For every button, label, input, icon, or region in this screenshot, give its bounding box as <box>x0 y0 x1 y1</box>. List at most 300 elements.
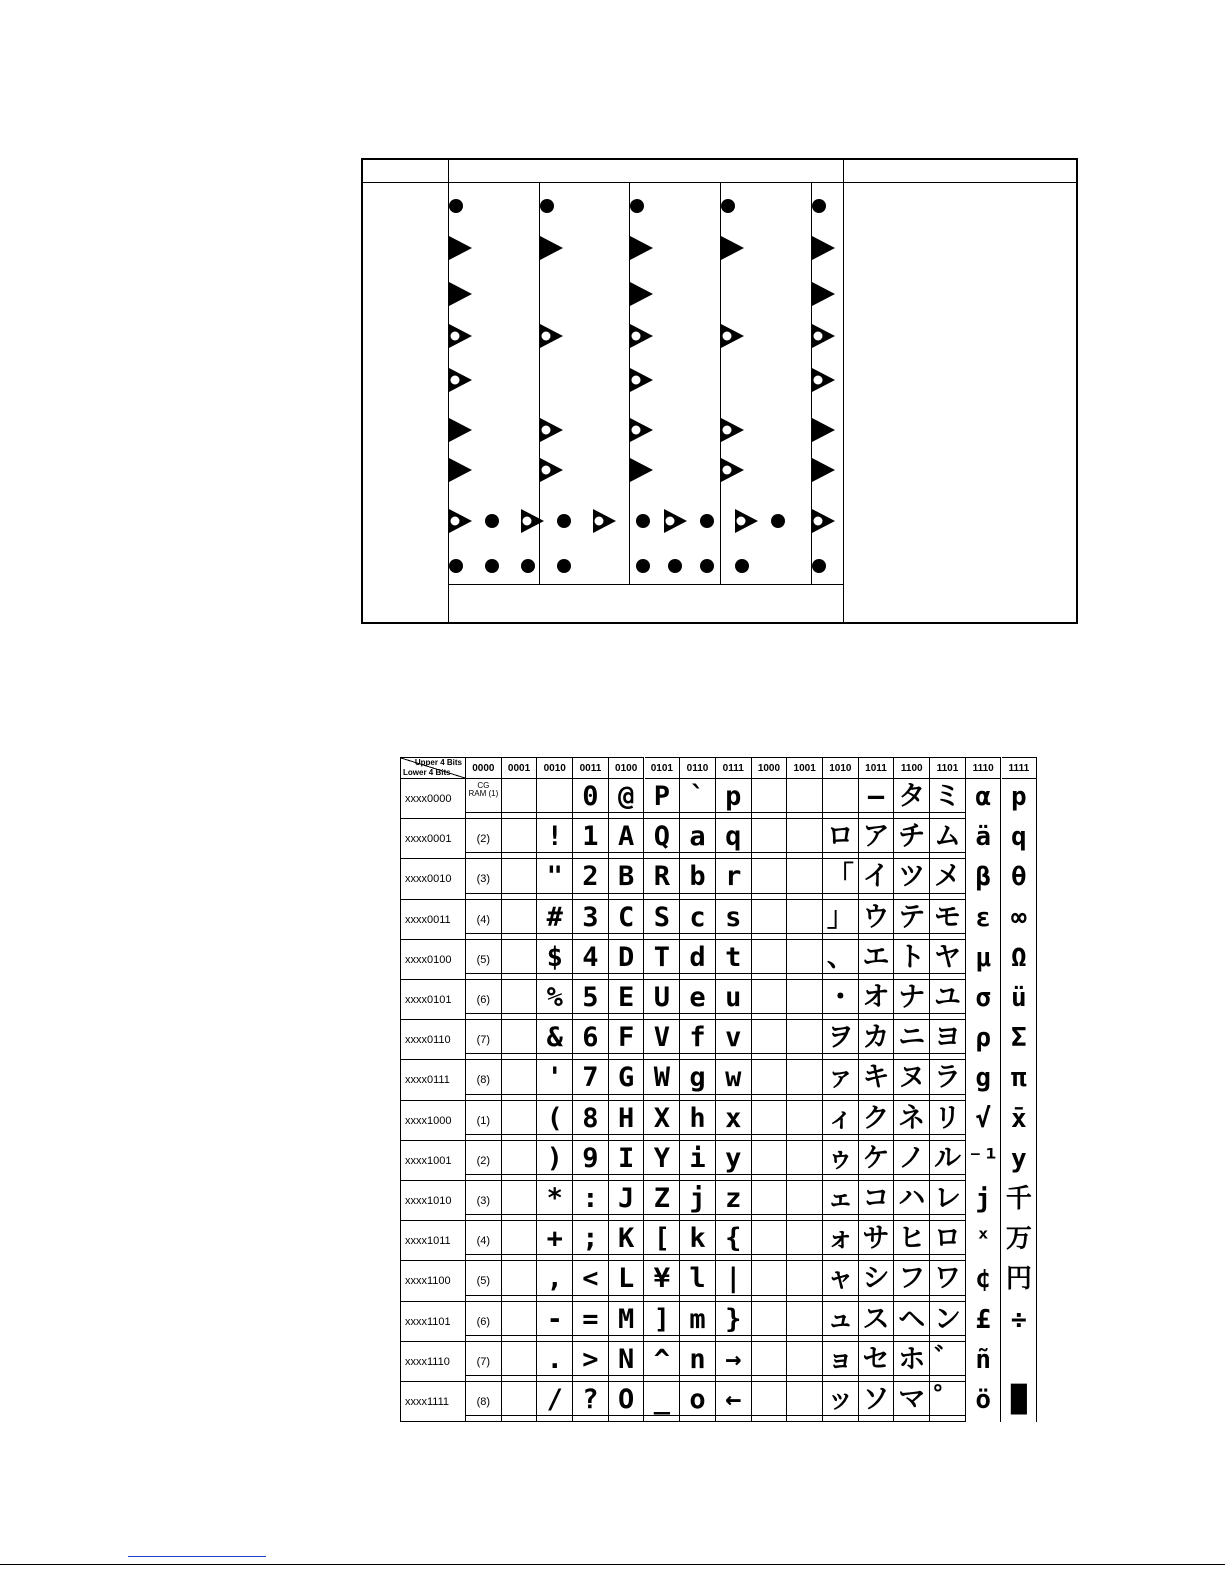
character-glyph: キ <box>859 1060 895 1100</box>
character-glyph: ) <box>537 1141 573 1181</box>
character-glyph: , <box>537 1261 573 1301</box>
row-separator <box>466 812 966 813</box>
character-glyph: y <box>1002 1141 1038 1181</box>
character-glyph: M <box>609 1302 645 1342</box>
character-glyph: H <box>609 1101 645 1141</box>
row-header: xxxx0011 <box>400 900 466 940</box>
character-glyph: ア <box>859 819 895 859</box>
cg-ram-label: (2) <box>466 819 502 859</box>
character-glyph: 6 <box>573 1020 609 1060</box>
character-glyph: 円 <box>1002 1261 1038 1301</box>
character-glyph: ワ <box>930 1261 966 1301</box>
character-glyph: w <box>716 1060 752 1100</box>
timing-symbols <box>363 160 1076 622</box>
character-glyph: P <box>645 779 681 819</box>
character-glyph: x̄ <box>1002 1101 1038 1141</box>
timing-dot <box>735 559 749 573</box>
row-header: xxxx1011 <box>400 1221 466 1261</box>
character-glyph: ö <box>966 1382 1002 1422</box>
character-glyph: マ <box>894 1382 930 1422</box>
character-glyph: g <box>680 1060 716 1100</box>
character-glyph: ロ <box>823 819 859 859</box>
character-glyph: ム <box>930 819 966 859</box>
timing-triangle <box>812 236 835 260</box>
character-glyph: ¥ <box>645 1261 681 1301</box>
timing-open-triangle-hole <box>595 517 604 526</box>
character-glyph: √ <box>966 1101 1002 1141</box>
timing-diagram <box>361 158 1078 624</box>
footnote-rule <box>0 1564 1225 1565</box>
character-glyph: ヲ <box>823 1020 859 1060</box>
timing-triangle <box>630 282 653 306</box>
character-glyph: ヘ <box>894 1302 930 1342</box>
column-header: 1100 <box>894 757 930 779</box>
cg-ram-label: (4) <box>466 1221 502 1261</box>
character-glyph: W <box>645 1060 681 1100</box>
row-separator <box>466 1013 966 1014</box>
character-glyph: ˣ <box>966 1221 1002 1261</box>
character-glyph: * <box>537 1181 573 1221</box>
cg-ram-label: (2) <box>466 1141 502 1181</box>
timing-open-triangle-hole <box>723 426 732 435</box>
character-glyph: カ <box>859 1020 895 1060</box>
character-glyph: ォ <box>823 1221 859 1261</box>
character-glyph: E <box>609 980 645 1020</box>
character-glyph: $ <box>537 940 573 980</box>
character-glyph: D <box>609 940 645 980</box>
character-glyph: R <box>645 859 681 899</box>
character-glyph: メ <box>930 859 966 899</box>
character-glyph: r <box>716 859 752 899</box>
character-glyph: A <box>609 819 645 859</box>
character-glyph: + <box>537 1221 573 1261</box>
character-glyph: μ <box>966 940 1002 980</box>
character-glyph: o <box>680 1382 716 1422</box>
row-separator <box>466 1335 966 1336</box>
character-glyph: l <box>680 1261 716 1301</box>
row-separator <box>466 1053 966 1054</box>
character-glyph: ホ <box>894 1342 930 1382</box>
character-glyph: イ <box>859 859 895 899</box>
character-glyph: エ <box>859 940 895 980</box>
timing-dot <box>557 514 571 528</box>
timing-triangle <box>449 282 472 306</box>
character-glyph: Y <box>645 1141 681 1181</box>
character-glyph: ε <box>966 900 1002 940</box>
timing-dot <box>636 514 650 528</box>
character-glyph: m <box>680 1302 716 1342</box>
row-header: xxxx0100 <box>400 940 466 980</box>
column-header: 0000 <box>466 757 502 779</box>
character-glyph: ' <box>537 1060 573 1100</box>
character-glyph: ャ <box>823 1261 859 1301</box>
character-glyph: ニ <box>894 1020 930 1060</box>
character-glyph: : <box>573 1181 609 1221</box>
timing-open-triangle-hole <box>814 376 823 385</box>
character-glyph: i <box>680 1141 716 1181</box>
row-separator <box>466 933 966 934</box>
row-separator <box>466 893 966 894</box>
character-glyph: ン <box>930 1302 966 1342</box>
column-header: 0001 <box>502 757 538 779</box>
character-glyph: > <box>573 1342 609 1382</box>
row-header: xxxx1110 <box>400 1342 466 1382</box>
character-glyph: ル <box>930 1141 966 1181</box>
character-glyph: █ <box>1002 1382 1038 1422</box>
character-glyph: Ω <box>1002 940 1038 980</box>
row-separator <box>466 1295 966 1296</box>
timing-triangle <box>812 418 835 442</box>
row-header: xxxx0111 <box>400 1060 466 1100</box>
timing-open-triangle-hole <box>737 517 746 526</box>
row-header: xxxx0001 <box>400 819 466 859</box>
character-glyph: h <box>680 1101 716 1141</box>
character-glyph: K <box>609 1221 645 1261</box>
cg-ram-label: (7) <box>466 1020 502 1060</box>
character-glyph: v <box>716 1020 752 1060</box>
character-glyph: チ <box>894 819 930 859</box>
timing-triangle <box>449 418 472 442</box>
character-glyph: k <box>680 1221 716 1261</box>
character-glyph: J <box>609 1181 645 1221</box>
character-glyph: 8 <box>573 1101 609 1141</box>
cg-ram-label: CG RAM (1) <box>466 779 502 819</box>
row-separator <box>400 1421 966 1422</box>
cg-ram-label: (1) <box>466 1101 502 1141</box>
timing-open-triangle-hole <box>451 517 460 526</box>
column-header: 1101 <box>930 757 966 779</box>
character-glyph: T <box>645 940 681 980</box>
character-glyph: 4 <box>573 940 609 980</box>
character-glyph: → <box>716 1342 752 1382</box>
character-glyph: x <box>716 1101 752 1141</box>
character-glyph: ` <box>680 779 716 819</box>
character-glyph: C <box>609 900 645 940</box>
cg-ram-label: (6) <box>466 1302 502 1342</box>
character-glyph: y <box>716 1141 752 1181</box>
column-header: 0101 <box>645 757 681 779</box>
character-glyph: / <box>537 1382 573 1422</box>
character-glyph: β <box>966 859 1002 899</box>
character-glyph: G <box>609 1060 645 1100</box>
column-header: 1011 <box>859 757 895 779</box>
character-glyph: p <box>716 779 752 819</box>
timing-triangle <box>630 236 653 260</box>
character-glyph: 万 <box>1002 1221 1038 1261</box>
cg-ram-label: (5) <box>466 1261 502 1301</box>
character-glyph: ロ <box>930 1221 966 1261</box>
character-glyph: ü <box>1002 980 1038 1020</box>
timing-open-triangle-hole <box>523 517 532 526</box>
cg-ram-label: (5) <box>466 940 502 980</box>
character-glyph: e <box>680 980 716 1020</box>
column-header: 0011 <box>573 757 609 779</box>
character-glyph: 7 <box>573 1060 609 1100</box>
character-glyph: ケ <box>859 1141 895 1181</box>
character-glyph: ¢ <box>966 1261 1002 1301</box>
row-header: xxxx0010 <box>400 859 466 899</box>
character-glyph: F <box>609 1020 645 1060</box>
character-glyph: . <box>537 1342 573 1382</box>
timing-open-triangle-hole <box>632 332 641 341</box>
row-separator <box>466 1375 966 1376</box>
character-glyph: q <box>716 819 752 859</box>
character-glyph: ; <box>573 1221 609 1261</box>
column-header: 1111 <box>1002 757 1038 779</box>
timing-triangle <box>721 236 744 260</box>
timing-open-triangle-hole <box>632 426 641 435</box>
character-glyph: V <box>645 1020 681 1060</box>
row-header: xxxx1010 <box>400 1181 466 1221</box>
character-glyph: フ <box>894 1261 930 1301</box>
row-separator <box>466 973 966 974</box>
character-glyph: % <box>537 980 573 1020</box>
character-glyph: モ <box>930 900 966 940</box>
timing-dot <box>668 559 682 573</box>
cg-ram-label: (3) <box>466 859 502 899</box>
character-glyph: 9 <box>573 1141 609 1181</box>
character-glyph: ヤ <box>930 940 966 980</box>
character-glyph: ゛ <box>930 1342 966 1382</box>
character-glyph: ] <box>645 1302 681 1342</box>
corner-lower-label: Lower 4 Bits <box>403 768 451 777</box>
timing-dot <box>700 514 714 528</box>
character-glyph: π <box>1002 1060 1038 1100</box>
timing-dot <box>449 199 463 213</box>
column-header: 0010 <box>537 757 573 779</box>
cg-ram-label: (6) <box>466 980 502 1020</box>
character-glyph: [ <box>645 1221 681 1261</box>
character-glyph: - <box>537 1302 573 1342</box>
timing-triangle <box>630 458 653 482</box>
timing-open-triangle-hole <box>632 376 641 385</box>
character-glyph: セ <box>859 1342 895 1382</box>
character-glyph: ツ <box>894 859 930 899</box>
character-glyph: レ <box>930 1181 966 1221</box>
character-glyph: 5 <box>573 980 609 1020</box>
timing-dot <box>812 559 826 573</box>
timing-dot <box>636 559 650 573</box>
character-glyph: ? <box>573 1382 609 1422</box>
character-glyph: ゥ <box>823 1141 859 1181</box>
cg-ram-label: (3) <box>466 1181 502 1221</box>
character-glyph: 3 <box>573 900 609 940</box>
character-glyph: ュ <box>823 1302 859 1342</box>
character-glyph: 0 <box>573 779 609 819</box>
character-glyph: リ <box>930 1101 966 1141</box>
character-glyph: j <box>966 1181 1002 1221</box>
timing-open-triangle-hole <box>723 466 732 475</box>
character-glyph: I <box>609 1141 645 1181</box>
row-separator <box>466 1214 966 1215</box>
timing-open-triangle-hole <box>542 466 551 475</box>
character-glyph: ノ <box>894 1141 930 1181</box>
row-separator <box>466 852 966 853</box>
character-glyph: U <box>645 980 681 1020</box>
character-glyph: d <box>680 940 716 980</box>
character-glyph: タ <box>894 779 930 819</box>
character-glyph: コ <box>859 1181 895 1221</box>
character-glyph: 」 <box>823 900 859 940</box>
character-glyph: ゜ <box>930 1382 966 1422</box>
character-glyph: z <box>716 1181 752 1221</box>
character-glyph: 「 <box>823 859 859 899</box>
character-glyph: ∞ <box>1002 900 1038 940</box>
character-glyph: ← <box>716 1382 752 1422</box>
column-header: 1001 <box>787 757 823 779</box>
timing-dot <box>771 514 785 528</box>
timing-dot <box>540 199 554 213</box>
character-glyph: = <box>573 1302 609 1342</box>
character-glyph: a <box>680 819 716 859</box>
timing-dot <box>812 199 826 213</box>
character-glyph: 1 <box>573 819 609 859</box>
character-glyph: ウ <box>859 900 895 940</box>
character-glyph: θ <box>1002 859 1038 899</box>
timing-dot <box>485 514 499 528</box>
character-glyph: B <box>609 859 645 899</box>
table-corner <box>400 757 466 779</box>
character-glyph: 2 <box>573 859 609 899</box>
row-separator <box>466 1134 966 1135</box>
character-glyph: # <box>537 900 573 940</box>
row-header: xxxx0000 <box>400 779 466 819</box>
character-glyph <box>1002 1342 1038 1382</box>
character-glyph: サ <box>859 1221 895 1261</box>
cg-ram-label: (8) <box>466 1382 502 1422</box>
character-glyph: ÷ <box>1002 1302 1038 1342</box>
corner-upper-label: Upper 4 Bits <box>414 758 462 767</box>
character-glyph: ナ <box>894 980 930 1020</box>
footnote-link-underline <box>128 1556 266 1557</box>
character-glyph: オ <box>859 980 895 1020</box>
cg-ram-label: (4) <box>466 900 502 940</box>
character-glyph: Q <box>645 819 681 859</box>
character-glyph: ヒ <box>894 1221 930 1261</box>
timing-triangle <box>449 236 472 260</box>
character-glyph: 、 <box>823 940 859 980</box>
character-glyph: ェ <box>823 1181 859 1221</box>
character-glyph: ラ <box>930 1060 966 1100</box>
column-header: 1010 <box>823 757 859 779</box>
character-glyph: シ <box>859 1261 895 1301</box>
character-glyph: j <box>680 1181 716 1221</box>
timing-open-triangle-hole <box>451 332 460 341</box>
timing-dot <box>721 199 735 213</box>
timing-open-triangle-hole <box>542 332 551 341</box>
character-glyph: L <box>609 1261 645 1301</box>
character-glyph: ァ <box>823 1060 859 1100</box>
character-glyph: ・ <box>823 980 859 1020</box>
row-header: xxxx1000 <box>400 1101 466 1141</box>
character-glyph: ハ <box>894 1181 930 1221</box>
row-header: xxxx1001 <box>400 1141 466 1181</box>
character-glyph: < <box>573 1261 609 1301</box>
timing-dot <box>521 559 535 573</box>
row-separator <box>466 1254 966 1255</box>
character-glyph: ョ <box>823 1342 859 1382</box>
character-glyph: p <box>1002 779 1038 819</box>
character-glyph: ( <box>537 1101 573 1141</box>
column-header: 1000 <box>752 757 788 779</box>
column-header: 0110 <box>680 757 716 779</box>
character-glyph: ヨ <box>930 1020 966 1060</box>
character-glyph: テ <box>894 900 930 940</box>
character-glyph: N <box>609 1342 645 1382</box>
character-glyph: ス <box>859 1302 895 1342</box>
character-glyph: ト <box>894 940 930 980</box>
character-glyph: ! <box>537 819 573 859</box>
character-glyph: } <box>716 1302 752 1342</box>
timing-dot <box>557 559 571 573</box>
character-glyph: f <box>680 1020 716 1060</box>
row-header: xxxx0110 <box>400 1020 466 1060</box>
character-glyph: ソ <box>859 1382 895 1422</box>
column-header: 0100 <box>609 757 645 779</box>
character-glyph: c <box>680 900 716 940</box>
character-glyph: & <box>537 1020 573 1060</box>
character-glyph: O <box>609 1382 645 1422</box>
character-glyph: Z <box>645 1181 681 1221</box>
character-glyph: ネ <box>894 1101 930 1141</box>
row-separator <box>466 1094 966 1095</box>
character-glyph: s <box>716 900 752 940</box>
character-glyph: Σ <box>1002 1020 1038 1060</box>
character-glyph: t <box>716 940 752 980</box>
timing-dot <box>485 559 499 573</box>
row-separator <box>466 1174 966 1175</box>
character-glyph: S <box>645 900 681 940</box>
timing-triangle <box>449 458 472 482</box>
character-glyph: q <box>1002 819 1038 859</box>
character-glyph: £ <box>966 1302 1002 1342</box>
character-glyph: α <box>966 779 1002 819</box>
character-glyph: ィ <box>823 1101 859 1141</box>
timing-open-triangle-hole <box>723 332 732 341</box>
timing-dot <box>700 559 714 573</box>
timing-open-triangle-hole <box>666 517 675 526</box>
timing-open-triangle-hole <box>451 376 460 385</box>
character-glyph: X <box>645 1101 681 1141</box>
timing-triangle <box>540 236 563 260</box>
column-header: 0111 <box>716 757 752 779</box>
timing-dot <box>630 199 644 213</box>
character-glyph: g <box>966 1060 1002 1100</box>
character-glyph: @ <box>609 779 645 819</box>
timing-triangle <box>812 282 835 306</box>
character-glyph: ク <box>859 1101 895 1141</box>
character-glyph: 千 <box>1002 1181 1038 1221</box>
character-glyph: u <box>716 980 752 1020</box>
character-glyph: σ <box>966 980 1002 1020</box>
timing-open-triangle-hole <box>814 517 823 526</box>
character-glyph: { <box>716 1221 752 1261</box>
character-glyph: _ <box>645 1382 681 1422</box>
character-glyph: ^ <box>645 1342 681 1382</box>
character-glyph: n <box>680 1342 716 1382</box>
cg-ram-label: (8) <box>466 1060 502 1100</box>
character-glyph: — <box>859 779 895 819</box>
character-glyph: ヌ <box>894 1060 930 1100</box>
character-glyph: " <box>537 859 573 899</box>
row-header: xxxx1101 <box>400 1302 466 1342</box>
timing-triangle <box>812 458 835 482</box>
character-glyph: ⁻¹ <box>966 1141 1002 1181</box>
character-glyph: ñ <box>966 1342 1002 1382</box>
character-glyph: ä <box>966 819 1002 859</box>
column-header: 1110 <box>966 757 1002 779</box>
character-glyph: ユ <box>930 980 966 1020</box>
